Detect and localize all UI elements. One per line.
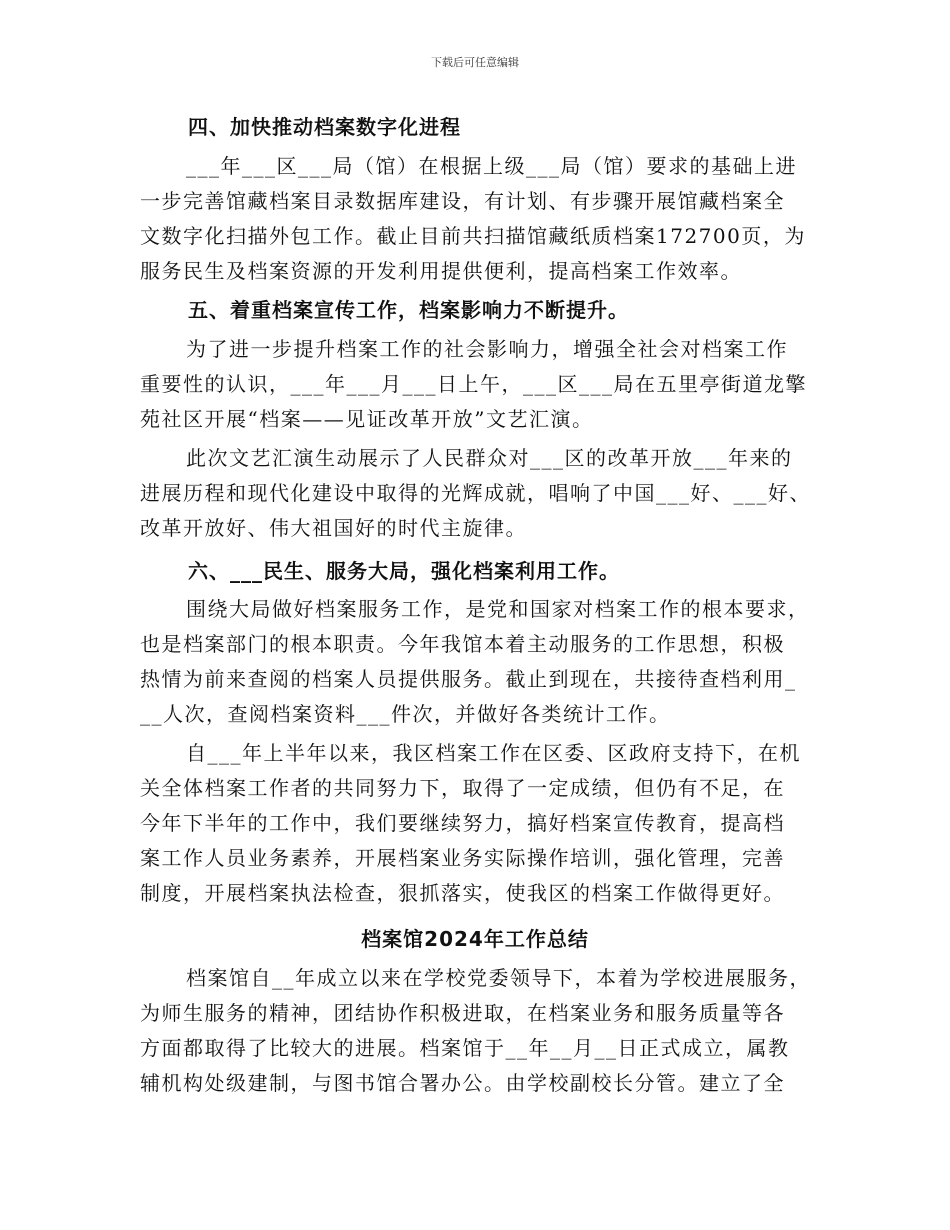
paragraph-line: 热情为前来查阅的档案人员提供服务。截止到现在，共接待查档利用_ bbox=[140, 667, 797, 691]
paragraph-line: 围绕大局做好档案服务工作，是党和国家对档案工作的根本要求， bbox=[186, 597, 810, 621]
paragraph-line: 方面都取得了比较大的进展。档案馆于__年__月__日正式成立，属教 bbox=[140, 1036, 790, 1060]
paragraph-line: 关全体档案工作者的共同努力下，取得了一定成绩，但仍有不足，在 bbox=[140, 776, 785, 800]
paragraph-line: 文数字化扫描外包工作。截止目前共扫描馆藏纸质档案172700页，为 bbox=[140, 224, 806, 248]
paragraph-line: 为师生服务的精神，团结协作积极进取，在档案业务和服务质量等各 bbox=[140, 1001, 785, 1025]
paragraph-line: 为了进一步提升档案工作的社会影响力，增强全社会对档案工作 bbox=[186, 337, 788, 361]
paragraph-line: 今年下半年的工作中，我们要继续努力，搞好档案宣传教育，提高档 bbox=[140, 811, 785, 835]
paragraph-line: __人次，查阅档案资料___件次，并做好各类统计工作。 bbox=[140, 702, 671, 726]
header-note: 下载后可任意编辑 bbox=[431, 56, 519, 69]
paragraph-line: 苑社区开展“档案——见证改革开放”文艺汇演。 bbox=[140, 407, 594, 431]
paragraph-line: 改革开放好、伟大祖国好的时代主旋律。 bbox=[140, 516, 527, 540]
paragraph-line: 此次文艺汇演生动展示了人民群众对___区的改革开放___年来的 bbox=[186, 446, 793, 470]
paragraph-line: 也是档案部门的根本职责。今年我馆本着主动服务的工作思想，积极 bbox=[140, 632, 785, 656]
paragraph-line: 服务民生及档案资源的开发利用提供便利，提高档案工作效率。 bbox=[140, 259, 742, 283]
paragraph-line: 辅机构处级建制，与图书馆合署办公。由学校副校长分管。建立了全 bbox=[140, 1071, 785, 1095]
paragraph-line: 一步完善馆藏档案目录数据库建设，有计划、有步骤开展馆藏档案全 bbox=[140, 189, 785, 213]
paragraph-line: ___年___区___局（馆）在根据上级___局（馆）要求的基础上进 bbox=[186, 154, 797, 178]
section-heading-4: 四、加快推动档案数字化进程 bbox=[188, 115, 461, 139]
paragraph-line: 自___年上半年以来，我区档案工作在区委、区政府支持下，在机 bbox=[186, 741, 801, 765]
paragraph-line: 重要性的认识，___年___月___日上午，___区___局在五里亭街道龙擎 bbox=[140, 372, 807, 396]
section-heading-5: 五、着重档案宣传工作，档案影响力不断提升。 bbox=[188, 298, 629, 322]
paragraph-line: 案工作人员业务素养，开展档案业务实际操作培训，强化管理，完善 bbox=[140, 846, 785, 870]
paragraph-line: 制度，开展档案执法检查，狠抓落实，使我区的档案工作做得更好。 bbox=[140, 881, 785, 905]
section-heading-6: 六、___民生、服务大局，强化档案利用工作。 bbox=[188, 559, 620, 583]
document-title: 档案馆2024年工作总结 bbox=[361, 927, 589, 951]
paragraph-line: 档案馆自__年成立以来在学校党委领导下，本着为学校进展服务， bbox=[186, 966, 811, 990]
paragraph-line: 进展历程和现代化建设中取得的光辉成就，唱响了中国___好、___好、 bbox=[140, 481, 811, 505]
